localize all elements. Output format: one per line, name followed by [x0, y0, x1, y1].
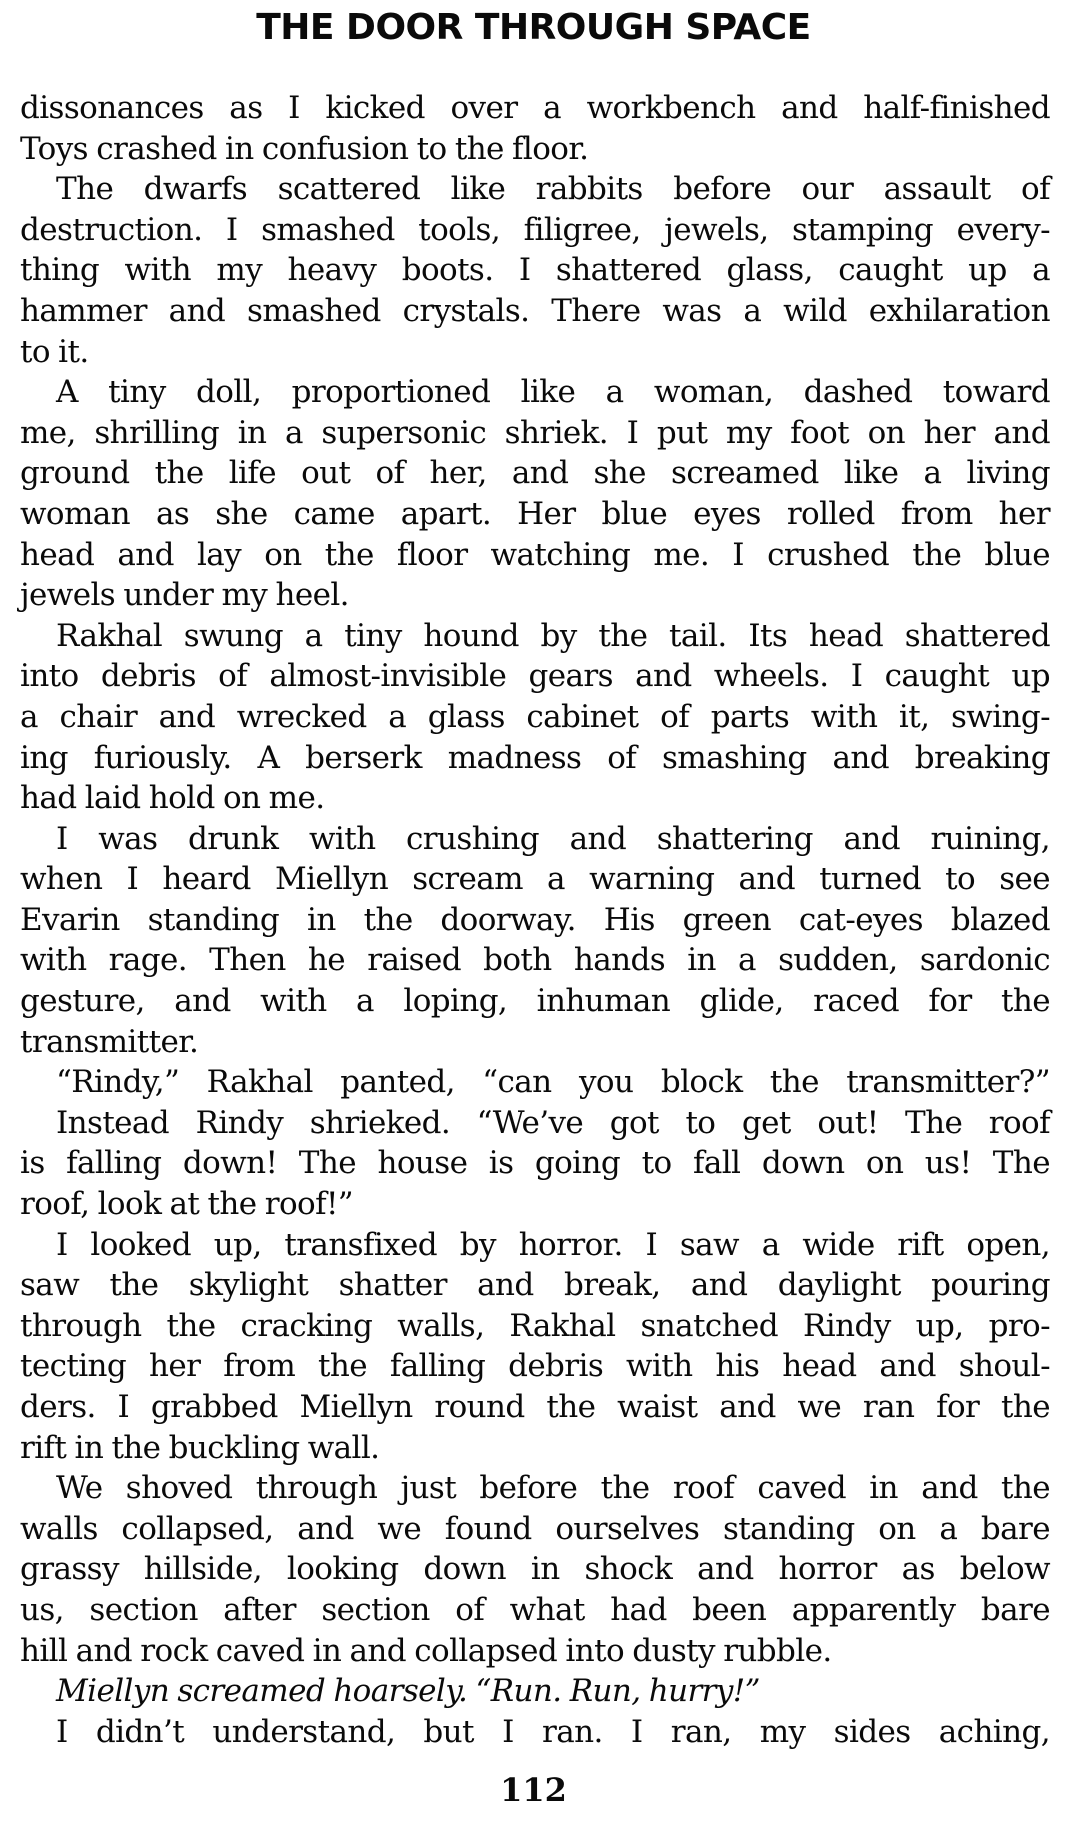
text-line: A tiny doll, proportioned like a woman, dashed toward [56, 374, 1050, 411]
text-line: grassy hillside, looking down in shock and horror as below [20, 1551, 1050, 1588]
text-line: me, shrilling in a supersonic shriek. I put my foot on her and [20, 414, 1050, 451]
page-number: 112 [500, 1771, 567, 1809]
text-line: into debris of almost-invisible gears and wheels. I caught up [20, 658, 1050, 695]
text-line: ing furiously. A berserk madness of smashing and breaking [20, 739, 1050, 776]
text-line: is falling down! The house is going to fall down on us! The [20, 1145, 1050, 1182]
text-line: dissonances as I kicked over a workbench and half-finished [20, 90, 1050, 126]
running-head: THE DOOR THROUGH SPACE [256, 7, 811, 48]
text-line: Toys crashed in confusion to the floor. [20, 130, 589, 167]
text-line: hill and rock caved in and collapsed into dusty rubble. [20, 1632, 832, 1669]
text-line: “Rindy,” Rakhal panted, “can you block the transmitter?” [56, 1064, 1050, 1101]
text-line: destruction. I smashed tools, filigree, jewels, stamping every- [20, 211, 1050, 248]
text-line: jewels under my heel. [20, 577, 349, 614]
text-line: to it. [20, 333, 89, 370]
text-line: The dwarfs scattered like rabbits before our assault of [56, 171, 1050, 208]
text-line: head and lay on the floor watching me. I crushed the blue [20, 536, 1050, 573]
text-line: gesture, and with a loping, inhuman glide, raced for the [20, 983, 1050, 1020]
text-line: a chair and wrecked a glass cabinet of parts with it, swing- [20, 698, 1050, 735]
text-line: rift in the buckling wall. [20, 1429, 380, 1466]
text-line: with rage. Then he raised both hands in a sudden, sardonic [20, 942, 1050, 979]
text-line: We shoved through just before the roof caved in and the [56, 1470, 1050, 1507]
text-line: I looked up, transfixed by horror. I saw a wide rift open, [56, 1226, 1050, 1263]
text-line: I was drunk with crushing and shattering and ruining, [56, 820, 1050, 857]
text-line: us, section after section of what had been apparently bare [20, 1591, 1050, 1628]
text-line: hammer and smashed crystals. There was a wild exhilaration [20, 292, 1050, 329]
text-line: had laid hold on me. [20, 780, 325, 817]
text-line: I didn’t understand, but I ran. I ran, my sides aching, [56, 1713, 1050, 1750]
body-text [20, 88, 1050, 1752]
text-line: Evarin standing in the doorway. His green cat-eyes blazed [20, 901, 1050, 938]
text-line: roof, look at the roof!” [20, 1186, 354, 1223]
text-line: Instead Rindy shrieked. “We’ve got to get out! The roof [56, 1104, 1050, 1141]
text-line: Miellyn screamed hoarsely. “Run. Run, hurry!” [56, 1673, 760, 1710]
text-line: Rakhal swung a tiny hound by the tail. Its head shattered [56, 617, 1050, 654]
text-line: woman as she came apart. Her blue eyes rolled from her [20, 495, 1050, 532]
text-line: saw the skylight shatter and break, and daylight pouring [20, 1267, 1050, 1304]
text-line: ders. I grabbed Miellyn round the waist and we ran for the [20, 1389, 1050, 1425]
text-line: thing with my heavy boots. I shattered glass, caught up a [20, 252, 1050, 289]
text-line: when I heard Miellyn scream a warning and turned to see [20, 861, 1050, 898]
text-line: tecting her from the falling debris with his head and shoul- [20, 1348, 1050, 1385]
text-line: walls collapsed, and we found ourselves standing on a bare [20, 1510, 1050, 1547]
text-line: through the cracking walls, Rakhal snatched Rindy up, pro- [20, 1307, 1050, 1344]
text-line: transmitter. [20, 1023, 199, 1060]
text-line: ground the life out of her, and she screamed like a living [20, 455, 1050, 492]
